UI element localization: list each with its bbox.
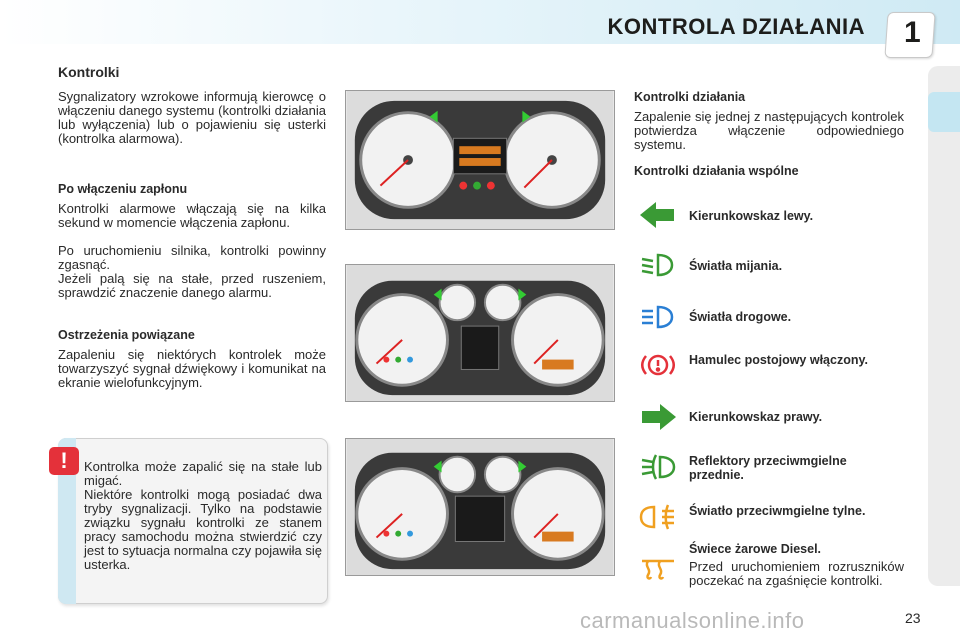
lamp-label-left-turn: Kierunkowskaz lewy. (689, 209, 814, 223)
instrument-cluster-image-3 (345, 438, 615, 576)
glow-plug-description: Przed uruchomieniem rozruszników poczekać na zgaśnięcie kontrolki. (689, 559, 904, 588)
lamp-label-glow-plug: Świece żarowe Diesel. (689, 542, 822, 556)
ignition-paragraph-2: Po uruchomieniu silnika, kontrolki powinny zgasnąć. (58, 243, 326, 272)
ignition-heading: Po włączeniu zapłonu (58, 182, 188, 196)
note-paragraph-1: Kontrolka może zapalić się na stałe lub migać. (84, 459, 322, 488)
lamp-label-front-fog: Reflektory przeciwmgielne przednie. (689, 454, 847, 482)
lamp-label-main-beam: Światła drogowe. (689, 310, 792, 324)
warning-icon: ! (49, 447, 79, 475)
front-fog-icon (638, 452, 678, 482)
glow-plug-icon (638, 553, 678, 583)
operation-intro: Zapalenie się jednej z następujących kontrolek potwierdza włączenie odpowiedniego systemu. (634, 109, 904, 152)
parking-brake-icon (638, 350, 678, 380)
warnings-heading: Ostrzeżenia powiązane (58, 328, 195, 342)
instrument-cluster-image-2 (345, 264, 615, 402)
warnings-paragraph: Zapaleniu się niektórych kontrolek może towarzyszyć sygnał dźwiękowy i komunikat na ekranie wielofunkcyjnym. (58, 347, 326, 390)
section-heading: Kontrolki (58, 64, 120, 80)
instrument-cluster-image-1 (345, 90, 615, 230)
ignition-paragraph-3: Jeżeli palą się na stałe, przed ruszeniem, sprawdzić znaczenie danego alarmu. (58, 271, 326, 300)
page-title: KONTROLA DZIAŁANIA (607, 14, 865, 39)
side-tab-active (928, 92, 960, 132)
left-turn-arrow-icon (638, 200, 678, 230)
watermark: carmanualsonline.info (580, 608, 805, 633)
main-beam-icon (638, 302, 678, 332)
right-turn-arrow-icon (638, 402, 678, 432)
lamp-label-right-turn: Kierunkowskaz prawy. (689, 410, 823, 424)
side-tab-strip (928, 66, 960, 586)
lamp-label-parking-brake: Hamulec postojowy włączony. (689, 353, 868, 367)
page-number: 23 (905, 610, 921, 626)
chapter-number: 1 (904, 16, 921, 49)
rear-fog-icon (638, 502, 678, 532)
common-lamps-heading: Kontrolki działania wspólne (634, 164, 799, 178)
intro-paragraph: Sygnalizatory wzrokowe informują kierowcę o włączeniu danego systemu (kontrolki działania lub wyłączenia) lub o pojawieniu się usterki (kontrolka alarmowa). (58, 89, 326, 146)
note-paragraph-2: Niektóre kontrolki mogą posiadać dwa tryby sygnalizacji. Tylko na podstawie związku sygnału kontrolki ze stanem pracy samochodu można stwierdzić czy jest to sytuacja normalna czy pojawiła się usterka. (84, 487, 322, 572)
lamp-label-rear-fog: Światło przeciwmgielne tylne. (689, 504, 866, 518)
lamp-label-dipped-beam: Światła mijania. (689, 259, 783, 273)
operation-heading: Kontrolki działania (634, 90, 746, 104)
ignition-paragraph-1: Kontrolki alarmowe włączają się na kilka sekund w momencie włączenia zapłonu. (58, 201, 326, 230)
dipped-beam-icon (638, 250, 678, 280)
